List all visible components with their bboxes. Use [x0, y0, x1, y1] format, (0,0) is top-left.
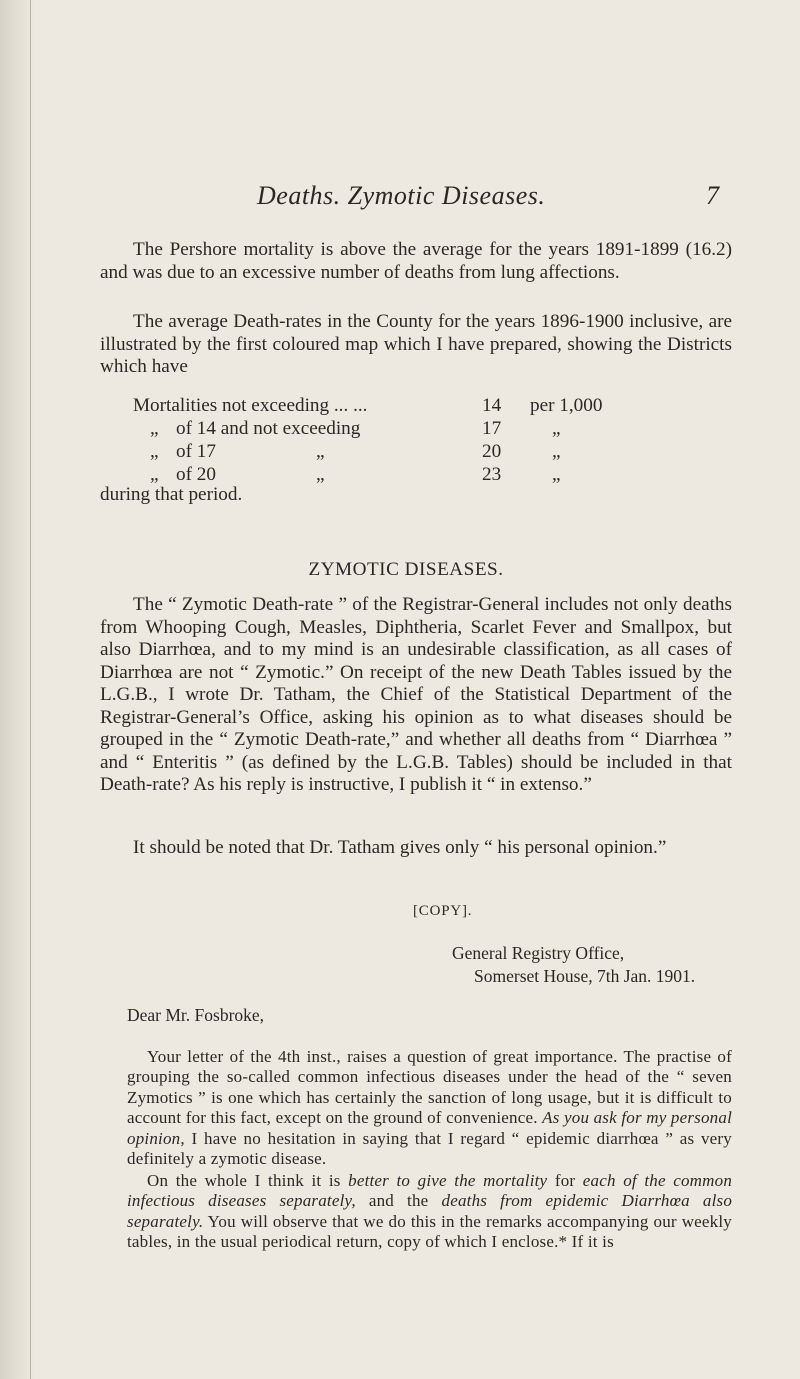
- mortality-row-value: 14: [482, 395, 502, 416]
- letter-date-line: Somerset House, 7th Jan. 1901.: [474, 966, 696, 986]
- during-period-text: during that period.: [100, 484, 243, 505]
- mortality-row-label: of 20: [176, 464, 216, 485]
- letter-italic-run: better to give the mortality: [348, 1171, 548, 1190]
- running-title: Deaths. Zymotic Diseases.: [257, 181, 546, 210]
- letter-address-line: General Registry Office,: [452, 943, 625, 963]
- paragraph-zymotic-death-rate: The “ Zymotic Death-rate ” of the Registrar-General includes not only deaths from Whooping Cough, Measles, Diphtheria, Scarlet Fever and Smallpox, but also Diarrhœa, and to my mind is an undesirable classification, as all cases of Diarrhœa are not “ Zymotic.” On receipt of the new Death Tables issued by the L.G.B., I wrote Dr. Tatham, the Chief of the Statistical Department of the Registrar-General’s Office, asking his opinion as to what diseases should be grouped in the “ Zymotic Death-rate,” and whether all deaths from “ Diarrhœa ” and “ Enteritis ” (as defined by the L.G.B. Tables) should be included in that Death-rate? As his reply is instructive, I publish it “ in extenso.”: [100, 594, 732, 795]
- section-heading: ZYMOTIC DISEASES.: [308, 559, 504, 580]
- letter-italic-run: As you ask for my personal opinion,: [127, 1108, 732, 1148]
- letter-salutation: Dear Mr. Fosbroke,: [127, 1005, 265, 1025]
- letter-paragraph: [127, 1047, 732, 1169]
- ditto-mark: „: [316, 464, 325, 485]
- copy-label: [COPY].: [413, 903, 473, 919]
- ditto-mark: „: [150, 441, 159, 462]
- mortality-row-label: of 17: [176, 441, 216, 462]
- letter-italic-run: each of the common infectious diseases separately,: [127, 1171, 733, 1211]
- ditto-mark: „: [150, 464, 159, 485]
- ditto-mark: „: [552, 464, 561, 485]
- mortality-row: [0, 418, 800, 441]
- mortality-row-value: 20: [482, 441, 502, 462]
- paragraph-personal-opinion: It should be noted that Dr. Tatham gives only “ his personal opinion.”: [133, 837, 667, 858]
- paragraph-average-death-rates: The average Death-rates in the County for the years 1896-1900 inclusive, are illustrated by the first coloured map which I have prepared, showing the Districts which have: [100, 311, 732, 377]
- mortality-row-value: 23: [482, 464, 502, 485]
- letter-text-run: I have no hesitation in saying that I regard “ epidemic diarrhœa ” as very definitely a zymotic disease.: [127, 1128, 732, 1169]
- mortality-row-value: 17: [482, 418, 502, 439]
- mortality-row-label: Mortalities not exceeding ... ...: [133, 395, 368, 416]
- page-number: 7: [706, 181, 719, 210]
- mortality-row: [0, 441, 800, 464]
- letter-italic-run: deaths from epidemic Diarrhœa also separately.: [127, 1191, 733, 1231]
- letter-text-run: On the whole I think it is: [147, 1171, 341, 1190]
- ditto-mark: „: [552, 441, 561, 462]
- letter-text-run: Your letter of the 4th inst., raises a question of great importance. The practise of grouping the so-called common infectious diseases under the head of the “ seven Zymotics ” is one which has certainly the sanction of long usage, but it is difficult to account for this fact, except on the ground of convenience.: [127, 1047, 732, 1128]
- mortality-row-label: of 14 and not exceeding: [176, 418, 361, 439]
- ditto-mark: „: [552, 418, 561, 439]
- running-head: [0, 181, 800, 221]
- letter-text-run: You will observe that we do this in the remarks accompanying our weekly tables, in the usual periodical return, copy of which I enclose.* If it is: [127, 1211, 732, 1252]
- letter-text-run: and the: [368, 1191, 429, 1211]
- letter-paragraph: [127, 1171, 732, 1253]
- paragraph-pershore-mortality: The Pershore mortality is above the average for the years 1891-1899 (16.2) and was due to an excessive number of deaths from lung affections.: [100, 239, 732, 283]
- ditto-mark: „: [316, 441, 325, 462]
- letter-text-run: for: [554, 1171, 576, 1190]
- mortality-row: [0, 395, 800, 418]
- mortality-row-unit: per 1,000: [530, 395, 603, 416]
- ditto-mark: „: [150, 418, 159, 439]
